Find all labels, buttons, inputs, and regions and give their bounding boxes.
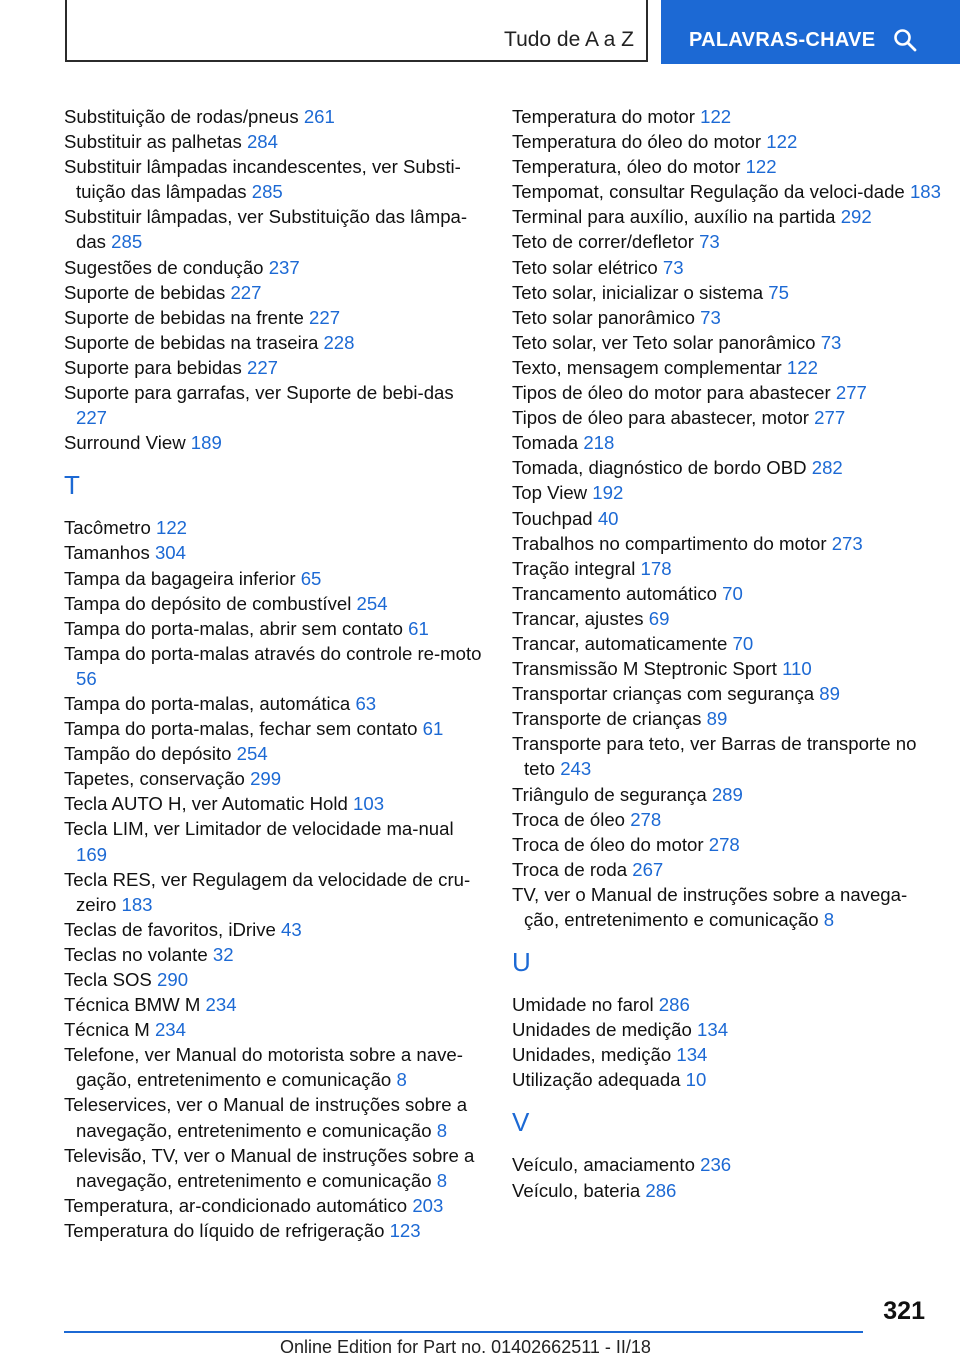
page-reference-link[interactable]: 73 [700,306,721,328]
index-entry-text: Triângulo de segurança [512,783,707,805]
index-entry-text: Teto solar, ver Teto solar panorâmico [512,331,816,353]
page-reference-link[interactable]: 73 [662,256,684,278]
index-entry-text: Tecla AUTO H, ver Automatic Hold [64,793,348,815]
page-reference-link[interactable]: 56 [76,667,97,689]
index-entry [64,204,484,254]
page-reference-link[interactable]: 285 [251,181,283,203]
page-reference-link[interactable]: 304 [154,542,186,564]
page-number: 321 [883,1297,925,1325]
index-entry-text: Televisão, TV, ver o Manual de instruções sobre a navegação, entretenimento e comunicação [64,1144,475,1191]
page-reference-link[interactable]: 289 [711,783,743,805]
index-entry-text: Tampa do porta-malas, automática [64,692,351,714]
index-entry [512,104,942,129]
index-entry-text: Substituir lâmpadas, ver Substituição das lâmpa-das [64,206,468,253]
index-entry-text: Teto de correr/defletor [512,231,694,253]
index-entry [64,355,484,380]
tab-keywords-label: PALAVRAS-CHAVE [689,29,876,51]
index-entry-text: Suporte de bebidas na traseira [64,331,319,353]
page-reference-link[interactable]: 278 [708,833,740,855]
index-entry [512,857,942,882]
index-entry [512,531,942,556]
page-reference-link[interactable]: 218 [583,432,615,454]
index-entry [512,606,942,631]
index-entry [512,255,942,280]
index-entry-text: Tamanhos [64,542,150,564]
page-reference-link[interactable]: 65 [300,567,322,589]
index-entry [512,706,942,731]
index-entry-text: Teclas de favoritos, iDrive [64,918,276,940]
index-entry [64,330,484,355]
index-entry [64,1218,484,1243]
index-entry [64,616,484,641]
index-entry [512,807,942,832]
index-entry-text: Temperatura do óleo do motor [512,131,762,153]
page-reference-link[interactable]: 75 [768,281,789,303]
index-entry [512,305,942,330]
index-entry-text: Texto, mensagem complementar [512,356,782,378]
page-reference-link[interactable]: 123 [389,1219,421,1241]
page-reference-link[interactable]: 243 [560,758,592,780]
index-entry-text: Trancar, automaticamente [512,632,728,654]
index-entry-text: Tecla SOS [64,969,152,990]
index-entry [64,816,484,866]
page-reference-link[interactable]: 286 [645,1179,677,1201]
index-entry-text: Tampa da bagageira inferior [64,567,296,589]
section-letter-heading: T [64,470,80,501]
page-reference-link[interactable]: 89 [819,683,840,705]
index-entry-text: Teclas no volante [64,943,208,965]
page-reference-link[interactable]: 183 [909,181,941,203]
index-entry [512,430,942,455]
index-entry-text: Teto solar, inicializar o sistema [512,281,764,303]
index-entry [512,556,942,581]
page-reference-link[interactable]: 103 [353,793,385,815]
page-reference-link[interactable]: 278 [630,808,662,830]
index-entry [64,741,484,766]
tab-keywords[interactable] [661,0,960,64]
page-reference-link[interactable]: 273 [831,532,863,554]
index-entry [64,154,484,204]
page-reference-link[interactable]: 134 [676,1044,708,1066]
index-entry [64,104,484,129]
page-reference-link[interactable]: 89 [706,708,728,730]
page-reference-link[interactable]: 290 [157,969,189,990]
index-entry [512,782,942,807]
page-reference-link[interactable]: 292 [840,206,872,228]
index-entry [64,791,484,816]
index-entry-text: Transportar crianças com segurança [512,683,815,705]
index-entry-text: Tampa do depósito de combustível [64,592,352,614]
page-reference-link[interactable]: 61 [408,617,429,639]
index-entry-text: Suporte para garrafas, ver Suporte de bebi-das [64,382,454,404]
page-reference-link[interactable]: 122 [745,156,777,178]
page-reference-link[interactable]: 284 [246,131,278,153]
index-entry [512,179,942,204]
index-entry [512,154,942,179]
index-entry [512,1152,942,1177]
index-entry-text: Tampa do porta-malas, abrir sem contato [64,617,403,639]
index-entry [64,1092,484,1142]
page-reference-link[interactable]: 227 [246,356,279,378]
section-letter-heading: U [512,947,531,978]
index-entry [64,867,484,917]
index-entry [512,1067,942,1092]
index-entry [64,280,484,305]
page-reference-link[interactable]: 122 [700,106,732,127]
page-reference-link[interactable]: 282 [811,457,843,479]
page-reference-link[interactable]: 254 [356,592,388,614]
page-reference-link[interactable]: 234 [205,994,237,1016]
page-reference-link[interactable]: 254 [236,743,268,765]
index-entry-text: Trancamento automático [512,582,717,604]
index-entry [512,581,942,606]
index-entry [64,942,484,967]
tab-a-to-z-label: Tudo de A a Z [504,28,634,51]
index-entry-text: Teleservices, ver o Manual de instruções sobre a navegação, entretenimento e comunicação [64,1094,468,1141]
index-entry-text: Temperatura do motor [512,106,695,127]
index-entry [64,992,484,1017]
page-reference-link[interactable]: 10 [685,1069,707,1091]
page-reference-link[interactable]: 70 [722,582,743,604]
index-entry-text: Sugestões de condução [64,256,264,278]
index-entry [512,280,942,305]
index-entry-text: Tecla LIM, ver Limitador de velocidade ma-nual [64,818,454,840]
page-reference-link[interactable]: 237 [268,256,300,278]
page-reference-link[interactable]: 261 [303,106,335,127]
page-reference-link[interactable]: 178 [640,557,672,579]
index-entry-text: Troca de óleo [512,808,626,830]
index-entry [64,766,484,791]
index-entry [512,330,942,355]
page-reference-link[interactable]: 63 [355,692,377,714]
page-reference-link[interactable]: 134 [697,1019,729,1041]
page-reference-link[interactable]: 236 [700,1154,732,1176]
index-entry [512,1017,942,1042]
page-reference-link[interactable]: 8 [436,1119,448,1141]
index-entry-text: Tecla RES, ver Regulagem da velocidade de cru-zeiro [64,868,471,915]
index-entry-text: Tampão do depósito [64,743,232,765]
index-entry [512,480,942,505]
index-entry [64,430,484,455]
page-reference-link[interactable]: 122 [766,131,798,153]
index-entry [512,405,942,430]
index-entry [64,566,484,591]
page-reference-link[interactable]: 169 [76,843,108,865]
index-entry-text: Tipos de óleo do motor para abastecer [512,382,831,404]
page-reference-link[interactable]: 122 [786,356,818,378]
page-reference-link[interactable]: 43 [281,918,302,940]
index-entry-text: Tração integral [512,557,636,579]
index-entry [64,129,484,154]
index-column-left [64,104,484,1243]
index-entry [64,305,484,330]
index-entry [64,515,484,540]
page-reference-link[interactable]: 61 [422,718,444,740]
index-entry [64,641,484,691]
index-entry [64,1193,484,1218]
page-reference-link[interactable]: 267 [632,858,664,880]
index-entry-text: Telefone, ver Manual do motorista sobre a nave-gação, entretenimento e comunicação [64,1044,463,1091]
index-entry [512,631,942,656]
index-entry-text: Troca de roda [512,858,628,880]
page-reference-link[interactable]: 277 [814,407,846,429]
index-entry [64,716,484,741]
page-reference-link[interactable]: 285 [111,231,143,253]
index-entry [512,204,942,229]
index-entry [64,1017,484,1042]
index-entry [512,731,942,781]
page-reference-link[interactable]: 40 [597,507,619,529]
index-entry [512,355,942,380]
footer-edition-text: Online Edition for Part no. 01402662511 - II/18 [280,1337,651,1357]
page-reference-link[interactable]: 227 [309,306,341,328]
page-reference-link[interactable]: 183 [121,893,153,915]
index-entry-text: Técnica M [64,1019,150,1041]
page-reference-link[interactable]: 192 [592,482,624,504]
index-entry [64,255,484,280]
index-entry-text: Teto solar elétrico [512,256,658,278]
index-entry-text: Transporte de crianças [512,708,702,730]
search-icon[interactable] [893,28,917,52]
section-letter-heading: V [512,1107,530,1138]
page-reference-link[interactable]: 8 [396,1069,407,1091]
index-entry-text: Tipos de óleo para abastecer, motor [512,407,809,429]
index-entry [512,1178,942,1203]
page-reference-link[interactable]: 227 [230,281,262,303]
page-reference-link[interactable]: 73 [699,231,720,253]
index-entry [64,691,484,716]
index-column-right [512,104,942,1203]
index-entry-text: Trabalhos no compartimento do motor [512,532,827,554]
page-reference-link[interactable]: 8 [436,1169,448,1191]
index-entry [64,1143,484,1193]
index-entry [512,1042,942,1067]
page-reference-link[interactable]: 69 [648,607,670,629]
index-entry-text: Tempomat, consultar Regulação da veloci-dade [512,181,905,203]
index-entry-text: Transporte para teto, ver Barras de transporte no teto [512,733,917,780]
index-entry-text: Temperatura, ar-condicionado automático [64,1194,408,1216]
index-entry [512,681,942,706]
page-reference-link[interactable]: 122 [155,517,188,539]
index-entry [512,129,942,154]
index-entry-text: Umidade no farol [512,994,654,1016]
index-entry-text: Tomada, diagnóstico de bordo OBD [512,457,807,479]
index-entry [64,540,484,565]
index-entry [512,229,942,254]
index-entry-text: Substituir as palhetas [64,131,242,153]
index-entry-text: Utilização adequada [512,1069,681,1091]
tab-a-to-z[interactable] [65,0,648,62]
index-entry-text: Tapetes, conservação [64,768,245,790]
footer-divider [64,1331,863,1333]
page-reference-link[interactable]: 73 [820,331,842,353]
page-reference-link[interactable]: 227 [76,407,108,429]
top-navigation [65,0,960,64]
index-entry-text: Tampa do porta-malas, fechar sem contato [64,718,418,740]
index-entry [512,832,942,857]
index-entry-text: Top View [512,482,588,504]
page-reference-link[interactable]: 203 [412,1194,444,1216]
index-entry-text: Substituir lâmpadas incandescentes, ver Substi-tuição das lâmpadas [64,156,461,203]
index-entry-text: Terminal para auxílio, auxílio na partida [512,206,836,228]
index-entry-text: Veículo, bateria [512,1179,641,1201]
index-entry-text: Trancar, ajustes [512,607,644,629]
index-entry [64,917,484,942]
page-reference-link[interactable]: 189 [190,432,222,454]
index-entry [512,882,942,932]
index-entry [64,1042,484,1092]
page-reference-link[interactable]: 299 [250,768,282,790]
index-entry [64,967,484,992]
index-entry-text: Suporte de bebidas [64,281,226,303]
index-entry-text: Touchpad [512,507,593,529]
index-entry-text: Suporte para bebidas [64,356,242,378]
index-entry [512,380,942,405]
index-entry-text: Temperatura, óleo do motor [512,156,741,178]
page-reference-link[interactable]: 32 [212,943,234,965]
index-entry-text: Veículo, amaciamento [512,1154,695,1176]
page-reference-link[interactable]: 286 [658,994,690,1016]
index-entry-text: Teto solar panorâmico [512,306,695,328]
index-entry [512,506,942,531]
page-reference-link[interactable]: 70 [732,632,754,654]
index-entry-text: Transmissão M Steptronic Sport [512,658,777,680]
index-entry-text: Unidades de medição [512,1019,692,1041]
page-reference-link[interactable]: 277 [835,382,867,404]
index-entry-text: Surround View [64,432,186,454]
index-entry [512,992,942,1017]
index-entry-text: Tacômetro [64,517,151,539]
index-entry-text: Tomada [512,432,579,454]
page-reference-link[interactable]: 110 [782,658,812,680]
index-entry [64,380,484,430]
index-entry-text: Tampa do porta-malas através do controle re-moto [64,642,482,664]
page-reference-link[interactable]: 228 [323,331,355,353]
index-entry [512,455,942,480]
index-entry-text: Unidades, medição [512,1044,672,1066]
page-reference-link[interactable]: 8 [823,909,835,930]
index-entry-text: Temperatura do líquido de refrigeração [64,1219,385,1241]
index-entry-text: Suporte de bebidas na frente [64,306,304,328]
index-entry-text: Técnica BMW M [64,994,201,1016]
index-entry [512,656,942,681]
page-reference-link[interactable]: 234 [154,1019,186,1041]
index-entry [64,591,484,616]
index-entry-text: Troca de óleo do motor [512,833,704,855]
index-entry-text: TV, ver o Manual de instruções sobre a navega-ção, entretenimento e comunicação [512,883,908,930]
index-entry-text: Substituição de rodas/pneus [64,106,299,127]
